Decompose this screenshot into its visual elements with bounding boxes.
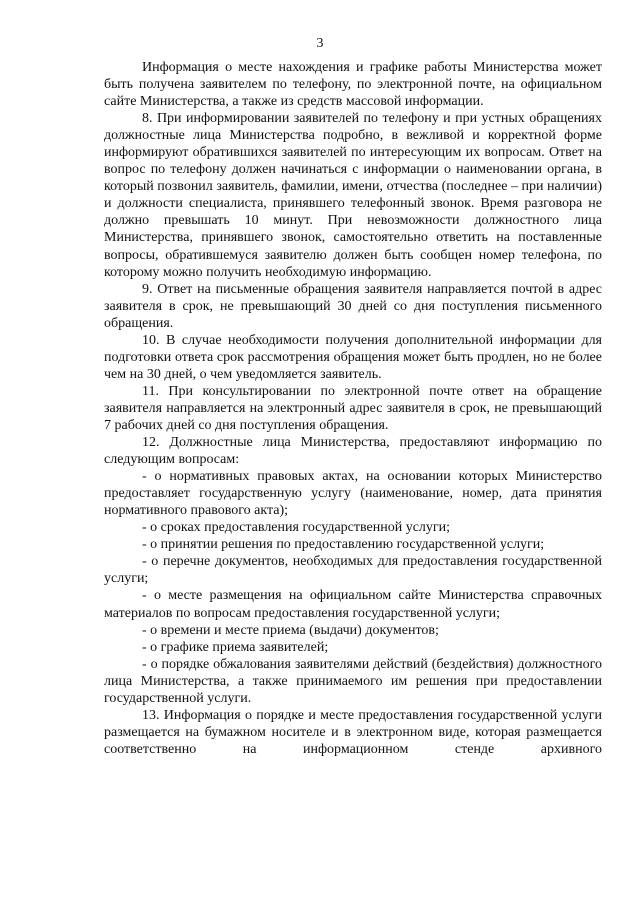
paragraph-11-email-consulting: 11. При консультировании по электронной почте ответ на обращение заявителя направляется на электронный адрес заявителя в срок, не превышающий 7 рабочих дней со дня поступления обращения. [104,383,602,433]
list-item-reception-schedule: - о графике приема заявителей; [142,639,329,655]
document-body [104,59,602,758]
paragraph-10-extension: 10. В случае необходимости получения дополнительной информации для подготовки ответа срок рассмотрения обращения может быть продлен, но не более чем на 30 дней, о чем уведомляется заявитель. [104,332,602,382]
list-item-reception-time: - о времени и месте приема (выдачи) документов; [142,622,439,638]
list-item-documents: - о перечне документов, необходимых для предоставления государственной услуги; [104,554,602,587]
paragraph-9-written-response: 9. Ответ на письменные обращения заявителя направляется почтой в адрес заявителя в срок, не превышающий 30 дней со дня поступления письменного обращения. [104,281,602,331]
list-item-reference-materials: - о месте размещения на официальном сайте Министерства справочных материалов по вопросам предоставления государственной услуги; [104,588,602,621]
paragraph-13-placement: 13. Информация о порядке и месте предоставления государственной услуги размещается на бумажном носителе и в электронном виде, которая размещается соответственно на информационном стенде архивного [104,707,602,757]
list-item-decision: - о принятии решения по предоставлению государственной услуги; [142,537,545,553]
paragraph-ministry-info: Информация о месте нахождения и графике работы Министерства может быть получена заявителем по телефону, по электронной почте, на официальном сайте Министерства, а также из средств массовой информации. [104,60,602,110]
list-item-normative-acts: - о нормативных правовых актах, на основании которых Министерство предоставляет государственную услугу (наименование, номер, дата принятия нормативного правового акта); [104,469,602,519]
paragraph-12-topics: 12. Должностные лица Министерства, предоставляют информацию по следующим вопросам: [104,435,602,468]
page-number: 3 [316,36,324,51]
list-item-appeal: - о порядке обжалования заявителями действий (бездействия) должностного лица Министерства, а также принимаемого им решения при предоставлении государственной услуги. [104,656,602,706]
list-item-terms: - о сроках предоставления государственной услуги; [142,520,451,536]
paragraph-8-phone-informing: 8. При информировании заявителей по телефону и при устных обращениях должностные лица Министерства подробно, в вежливой и корректной форме информируют обратившихся заявителей по интересующим их вопросам. Ответ на вопрос по телефону должен начинаться с информации о наименовании органа, в который позвонил заявитель, фамилии, имени, отчества (последнее – при наличии) и должности специалиста, принявшего телефонный звонок. Время разговора не должно превышать 10 минут. При невозможности должностного лица Министерства, принявшего звонок, самостоятельно ответить на поставленные вопросы, обратившемуся заявителю должен быть сообщен номер телефона, по которому можно получить необходимую информацию. [104,111,602,280]
